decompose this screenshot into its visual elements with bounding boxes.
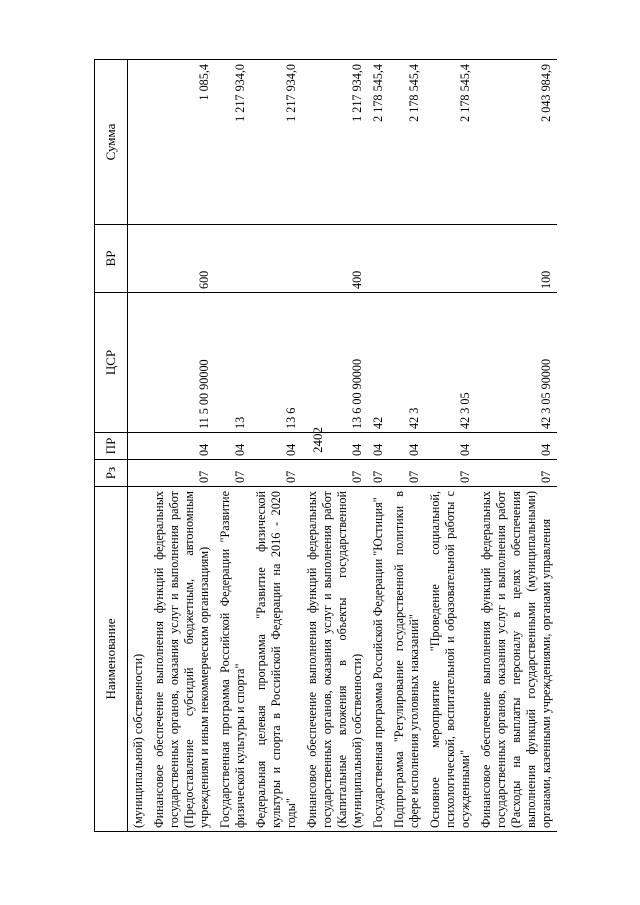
row-sum: 1 217 934,0 [302,60,368,225]
row-vr [425,225,476,293]
table-row [389,60,425,832]
header-csr: ЦСР [95,293,128,433]
row-name: Финансовое обеспечение выполнения функций федеральных государственных органов, оказания услуг и выполнения работ (Предоставление субсидий бюджетным, автономным учреждениям и иным некоммерческим организациям) [149,487,215,832]
table-row [128,60,150,832]
row-vr [128,225,150,293]
row-csr: 42 3 [389,293,425,433]
row-pr: 04 [368,433,389,460]
row-sum: 1 217 934,0 [215,60,251,225]
row-pr: 04 [215,433,251,460]
row-name: (муниципальной) собственности) [128,487,150,832]
row-rz: 07 [389,460,425,487]
row-pr: 04 [251,433,302,460]
table-header-row [95,60,128,832]
row-name: Финансовое обеспечение выполнения функций федеральных государственных органов, оказания услуг и выполнения работ (Расходы на выплаты персоналу в целях обеспечения выполнения функций государственными (муниципальными) органами, казенными учреждениями, органами управления [476,487,557,832]
row-csr: 13 6 00 90000 [302,293,368,433]
row-sum [128,60,150,225]
table-row [215,60,251,832]
row-rz: 07 [476,460,557,487]
row-vr [251,225,302,293]
row-pr [128,433,150,460]
row-csr: 13 [215,293,251,433]
table-row [476,60,557,832]
row-csr: 42 3 05 90000 [476,293,557,433]
row-name: Государственная программа Российской Федерации "Развитие физической культуры и спорта" [215,487,251,832]
row-sum: 1 217 934,0 [251,60,302,225]
row-vr [215,225,251,293]
header-pr: ПР [95,433,128,460]
row-rz: 07 [368,460,389,487]
row-pr: 04 [389,433,425,460]
table-row [425,60,476,832]
row-rz: 07 [149,460,215,487]
row-rz: 07 [425,460,476,487]
row-vr: 100 [476,225,557,293]
row-sum: 2 178 545,4 [389,60,425,225]
row-sum: 2 043 984,9 [476,60,557,225]
row-name: Основное мероприятие "Проведение социальной, психологической, воспитательной и образовательной работы с осужденными" [425,487,476,832]
table-row [368,60,389,832]
table-row [251,60,302,832]
row-vr [389,225,425,293]
row-pr: 04 [425,433,476,460]
row-name: Федеральная целевая программа "Развитие физической культуры и спорта в Российской Федерации на 2016 - 2020 годы" [251,487,302,832]
budget-table [94,59,557,832]
row-csr: 42 3 05 [425,293,476,433]
row-vr: 600 [149,225,215,293]
row-pr: 04 [149,433,215,460]
page-number: 2402 [310,427,325,453]
table-row [149,60,215,832]
header-sum: Сумма [95,60,128,225]
row-pr: 04 [302,433,368,460]
row-vr [368,225,389,293]
row-name: Подпрограмма "Регулирование государственной политики в сфере исполнения уголовных наказаний" [389,487,425,832]
row-vr: 400 [302,225,368,293]
row-csr: 42 [368,293,389,433]
rotated-page-content [94,60,610,832]
row-sum: 1 085,4 [149,60,215,225]
row-rz: 07 [251,460,302,487]
header-rz: Рз [95,460,128,487]
header-name: Наименование [95,487,128,832]
row-rz: 07 [215,460,251,487]
row-name: Финансовое обеспечение выполнения функций федеральных государственных органов, оказания услуг и выполнения работ (Капитальные вложения в объекты государственной (муниципальной) собственности) [302,487,368,832]
row-rz: 07 [302,460,368,487]
row-csr [128,293,150,433]
row-name: Государственная программа Российской Федерации "Юстиция" [368,487,389,832]
row-sum: 2 178 545,4 [425,60,476,225]
row-pr: 04 [476,433,557,460]
row-csr: 11 5 00 90000 [149,293,215,433]
header-vr: ВР [95,225,128,293]
row-rz [128,460,150,487]
table-row [302,60,368,832]
row-csr: 13 6 [251,293,302,433]
row-sum: 2 178 545,4 [368,60,389,225]
